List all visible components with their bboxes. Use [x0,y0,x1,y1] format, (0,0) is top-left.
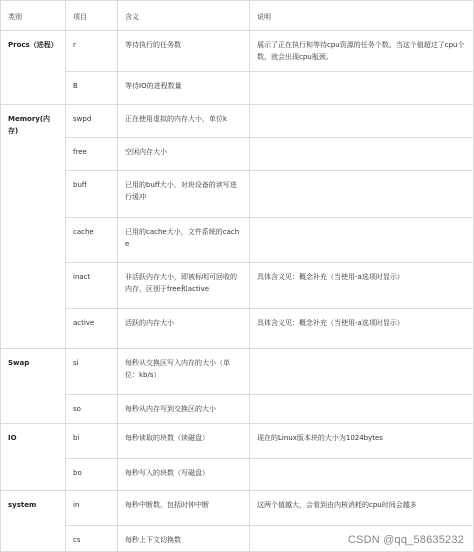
meaning-cell: 已用的buff大小，对块设备的读写进行缓冲 [118,171,250,218]
meaning-cell: 每秒从内存写到交换区的大小 [118,395,250,424]
table-row [1,424,474,459]
meaning-cell: 正在使用虚拟的内存大小，单位k [118,105,250,138]
category-cell: Procs（进程） [1,31,66,105]
meaning-cell: 每秒从交换区写入内存的大小（单位：kb/s） [118,349,250,395]
meaning-cell: 非活跃内存大小，即被标明可回收的内存，区别于free和active [118,263,250,309]
meaning-cell: 等待执行的任务数 [118,31,250,72]
header-category: 类别 [1,1,66,31]
table-row [1,491,474,526]
item-cell: B [66,72,118,105]
meaning-cell: 已用的cache大小，文件系统的cache [118,218,250,263]
table-row [1,72,474,105]
header-item: 项目 [66,1,118,31]
meaning-cell: 每秒读取的块数（读磁盘） [118,424,250,459]
table-row [1,138,474,171]
note-cell: 现在的Linux版本块的大小为1024bytes [250,424,474,459]
item-cell: buff [66,171,118,218]
header-note: 说明 [250,1,474,31]
meaning-cell: 空闲内存大小 [118,138,250,171]
item-cell: active [66,309,118,349]
table-row [1,459,474,491]
table-row [1,309,474,349]
meaning-cell: 等待IO的进程数量 [118,72,250,105]
table-row [1,31,474,72]
category-cell: Swap [1,349,66,424]
item-cell: free [66,138,118,171]
note-cell [250,72,474,105]
item-cell: r [66,31,118,72]
table-row [1,105,474,138]
note-cell [250,459,474,491]
meaning-cell: 每秒中断数，包括时钟中断 [118,491,250,526]
note-cell [250,349,474,395]
csdn-watermark: CSDN @qq_58635232 [347,534,464,546]
meaning-cell: 每秒写入的块数（写磁盘） [118,459,250,491]
note-cell: 这两个值越大，会看到由内核消耗的cpu时间会越多 [250,491,474,526]
table-header-row [1,1,474,31]
note-cell: 展示了正在执行和等待cpu资源的任务个数。当这个值超过了cpu个数，就会出现cpu瓶颈。 [250,31,474,72]
note-cell [250,218,474,263]
meaning-cell: 每秒上下文切换数 [118,526,250,552]
note-cell [250,138,474,171]
note-cell: 具体含义见：概念补充（当使用-a选项时显示） [250,309,474,349]
table-row [1,395,474,424]
note-cell [250,105,474,138]
table-row [1,263,474,309]
note-cell [250,395,474,424]
item-cell: in [66,491,118,526]
header-meaning: 含义 [118,1,250,31]
note-cell [250,171,474,218]
item-cell: bo [66,459,118,491]
table-row [1,349,474,395]
item-cell: swpd [66,105,118,138]
table-row [1,218,474,263]
item-cell: cs [66,526,118,552]
item-cell: si [66,349,118,395]
table-row [1,171,474,218]
item-cell: so [66,395,118,424]
category-cell: Memory(内存) [1,105,66,349]
item-cell: cache [66,218,118,263]
item-cell: bi [66,424,118,459]
note-cell: 具体含义见：概念补充（当使用-a选项时显示） [250,263,474,309]
item-cell: inact [66,263,118,309]
meaning-cell: 活跃的内存大小 [118,309,250,349]
category-cell: system [1,491,66,552]
category-cell: IO [1,424,66,491]
